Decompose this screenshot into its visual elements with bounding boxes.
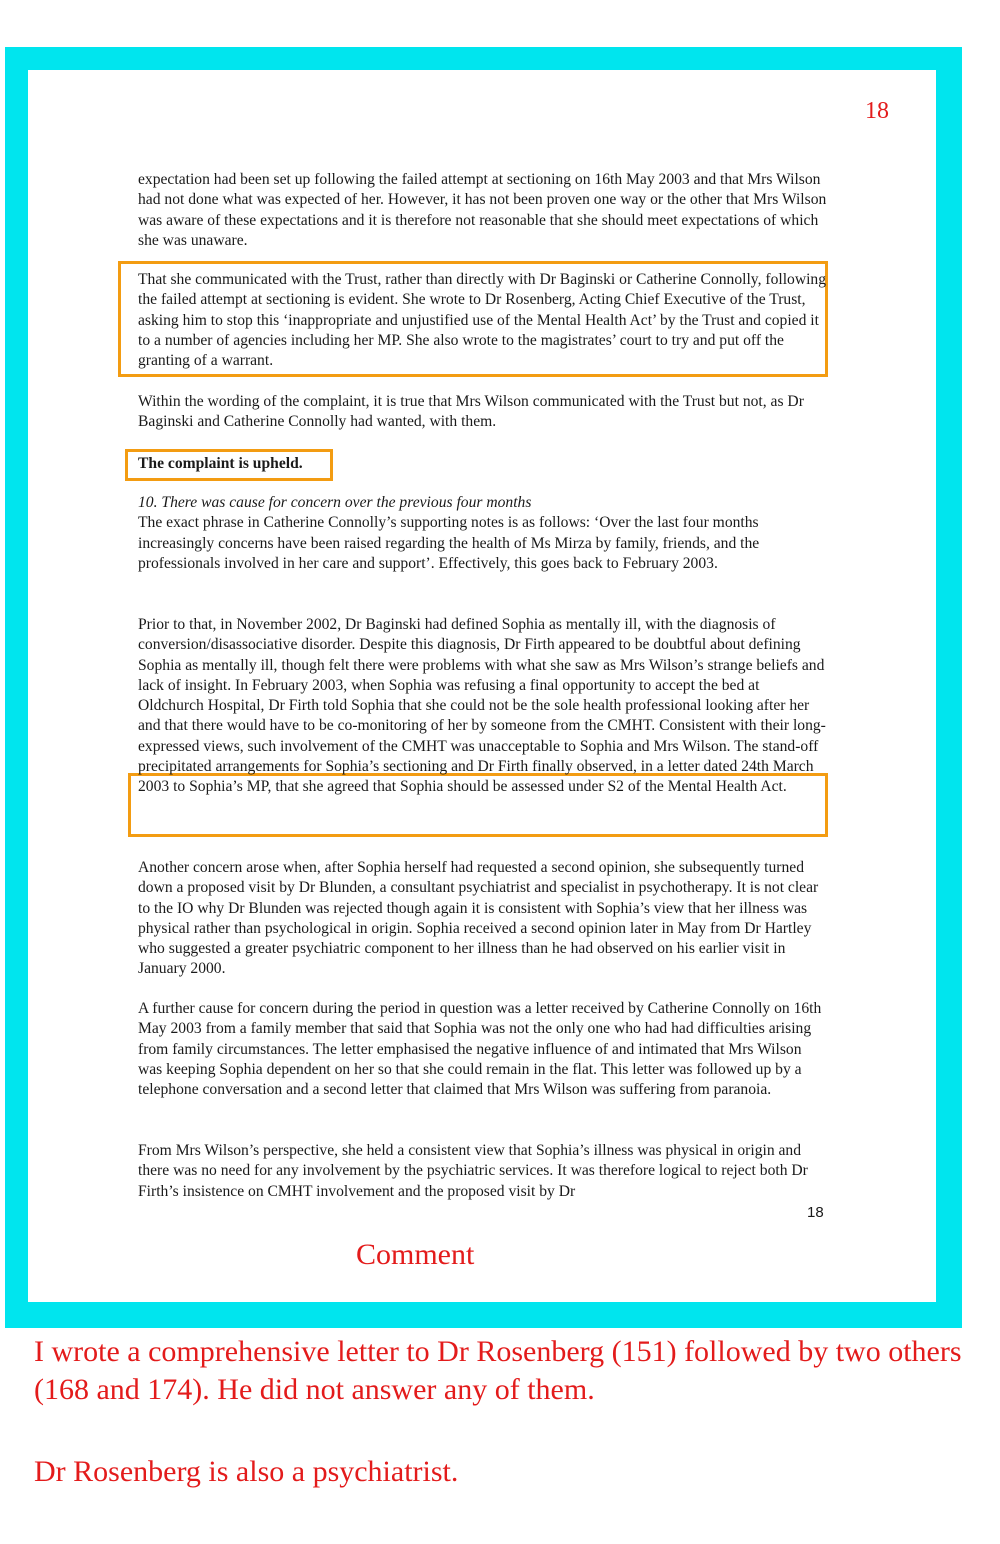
paragraph-8: A further cause for concern during the period in question was a letter received by Catherine Connolly on 16th May 2003 from a family member that said that Sophia was not the only one who had had difficulties arising from family circumstances. The letter emphasised the negative influence of and intimated that Mrs Wilson was keeping Sophia dependent on her so that she could remain in the flat. This letter was followed up by a telephone conversation and a second letter that claimed that Mrs Wilson was suffering from paranoia. (138, 1000, 822, 1099)
paragraph-7: Another concern arose when, after Sophia herself had requested a second opinion, she subsequently turned down a proposed visit by Dr Blunden, a consultant psychiatrist and specialist in psychotherapy. It is not clear to the IO why Dr Blunden was rejected though again it is consistent with Sophia’s view that her illness was physical rather than psychological in origin. Sophia received a second opinion later in May from Dr Hartley who suggested a greater psychiatric component to her illness than he had observed on his earlier visit in January 2000. (138, 859, 819, 978)
paragraph-9: From Mrs Wilson’s perspective, she held a consistent view that Sophia’s illness was physical in origin and there was no need for any involvement by the psychiatric services. It was therefore logical to reject both Dr Firth’s insistence on CMHT involvement and the proposed visit by Dr (138, 1142, 808, 1200)
paragraph-2: That she communicated with the Trust, rather than directly with Dr Baginski or Catherine Connolly, following the failed attempt at sectioning is evident. She wrote to Dr Rosenberg, Acting Chief Executive of the Trust, asking him to stop this ‘inappropriate and unjustified use of the Mental Health Act’ by the Trust and copied it to a number of agencies including her MP. She also wrote to the magistrates’ court to try and put off the granting of a warrant. (138, 271, 827, 370)
section-heading: 10. There was cause for concern over the previous four months (138, 494, 532, 511)
paragraph-3: Within the wording of the complaint, it is true that Mrs Wilson communicated with the Trust but not, as Dr Baginski and Catherine Connolly had wanted, with them. (138, 393, 804, 431)
comment-title: Comment (356, 1238, 475, 1271)
page-number-top: 18 (865, 98, 889, 124)
paragraph-1: expectation had been set up following the failed attempt at sectioning on 16th May 2003 and that Mrs Wilson had not done what was expected of her. However, it has not been proven one way or the other that Mrs Wilson was aware of these expectations and it is therefore not reasonable that she should meet expectations of which she was unaware. (138, 171, 827, 249)
paragraph-5: 10. There was cause for concern over the previous four months The exact phrase in Catherine Connolly’s supporting notes is as follows: ‘Over the last four months increasingly concerns have been raised regarding the health of Ms Mirza by family, friends, and the professionals involved in her care and support’. Effectively, this goes back to February 2003. (138, 493, 828, 574)
complaint-upheld: The complaint is upheld. (138, 455, 303, 472)
comment-line-1: I wrote a comprehensive letter to Dr Rosenberg (151) followed by two others (168 and 174). He did not answer any of them. (34, 1335, 962, 1406)
page-number-bottom: 18 (807, 1204, 824, 1221)
paragraph-6: Prior to that, in November 2002, Dr Baginski had defined Sophia as mentally ill, with the diagnosis of conversion/disassociative disorder. Despite this diagnosis, Dr Firth appeared to be doubtful about defining Sophia as mentally ill, though felt there were problems with what she saw as Mrs Wilson’s strange beliefs and lack of insight. In February 2003, when Sophia was refusing a final opportunity to accept the bed at Oldchurch Hospital, Dr Firth told Sophia that she could not be the sole health professional looking after her and that there would have to be co-monitoring of her by someone from the CMHT. Consistent with their long-expressed views, such involvement of the CMHT was unacceptable to Sophia and Mrs Wilson. The stand-off precipitated arrangements for Sophia’s sectioning and Dr Firth finally observed, in a letter dated 24th March 2003 to Sophia’s MP, that she agreed that Sophia should be assessed under S2 of the Mental Health Act. (138, 616, 826, 796)
comment-line-2: Dr Rosenberg is also a psychiatrist. (34, 1455, 459, 1488)
